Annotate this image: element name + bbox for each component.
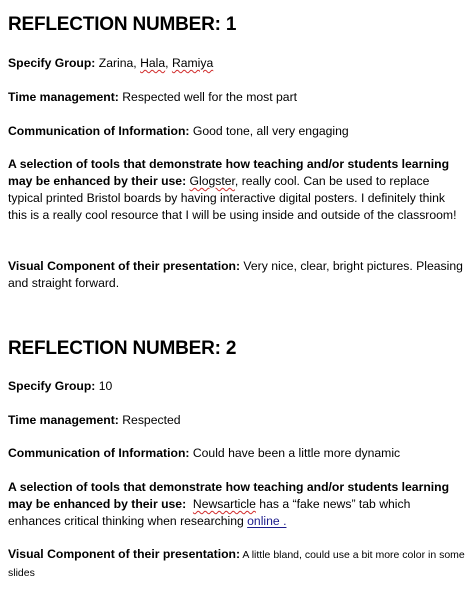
r2-tools-space bbox=[186, 497, 193, 511]
r1-group-sep: , bbox=[165, 56, 172, 70]
r2-tools-label: A selection of tools that demonstrate how teaching and/or students learning may be enhanced by their use: bbox=[8, 480, 450, 511]
r2-tools-paragraph bbox=[8, 479, 466, 530]
r1-group-name-1: Zarina, bbox=[95, 56, 141, 70]
r1-visual-paragraph bbox=[8, 258, 466, 292]
r1-tools-value: , really cool. Can be used to replace typical printed Bristol boards by having interactive digital posters. I definitely think this is a really cool resource that I will be using inside and outside of the classroom! bbox=[8, 174, 457, 222]
r1-time-line bbox=[8, 89, 466, 106]
r1-comm-line bbox=[8, 123, 466, 140]
r1-tools-paragraph bbox=[8, 156, 466, 224]
r2-time-value: Respected bbox=[118, 413, 181, 427]
r2-time-line bbox=[8, 412, 466, 429]
r2-group-line bbox=[8, 378, 466, 395]
r1-time-value: Respected well for the most part bbox=[118, 90, 298, 104]
r1-comm-label: Communication of Information: bbox=[8, 124, 190, 138]
r2-comm-value: Could have been a little more dynamic bbox=[189, 446, 401, 460]
r1-time-label: Time management: bbox=[8, 90, 119, 104]
r2-online-link[interactable]: online . bbox=[247, 514, 287, 528]
r2-group-value: 10 bbox=[95, 379, 113, 393]
r2-group-label: Specify Group: bbox=[8, 379, 96, 393]
r2-comm-line bbox=[8, 445, 466, 462]
r2-visual-paragraph bbox=[8, 546, 466, 582]
r2-visual-label: Visual Component of their presentation: bbox=[8, 547, 241, 561]
r2-comm-label: Communication of Information: bbox=[8, 446, 190, 460]
r1-group-name-2: Hala bbox=[140, 56, 166, 70]
r2-time-label: Time management: bbox=[8, 413, 119, 427]
reflection-1-heading: REFLECTION NUMBER: 1 bbox=[8, 14, 237, 35]
r1-group-name-3: Ramiya bbox=[171, 56, 214, 70]
r1-group-line bbox=[8, 55, 466, 72]
r1-tools-link: Glogster bbox=[189, 174, 235, 188]
r2-tools-link: Newsarticle bbox=[192, 497, 256, 511]
r1-visual-label: Visual Component of their presentation: bbox=[8, 259, 241, 273]
r1-comm-value: Good tone, all very engaging bbox=[189, 124, 349, 138]
r1-group-label: Specify Group: bbox=[8, 56, 96, 70]
reflection-2-heading: REFLECTION NUMBER: 2 bbox=[8, 338, 237, 359]
r2-tools-value: has a “fake news” tab which enhances critical thinking when researching bbox=[8, 497, 411, 528]
r2-visual-value: A little bland, could use a bit more color in some slides bbox=[8, 549, 465, 579]
r1-tools-label: A selection of tools that demonstrate how teaching and/or students learning may be enhanced by their use: bbox=[8, 157, 450, 188]
r1-visual-value: Very nice, clear, bright pictures. Pleasing and straight forward. bbox=[8, 259, 463, 290]
